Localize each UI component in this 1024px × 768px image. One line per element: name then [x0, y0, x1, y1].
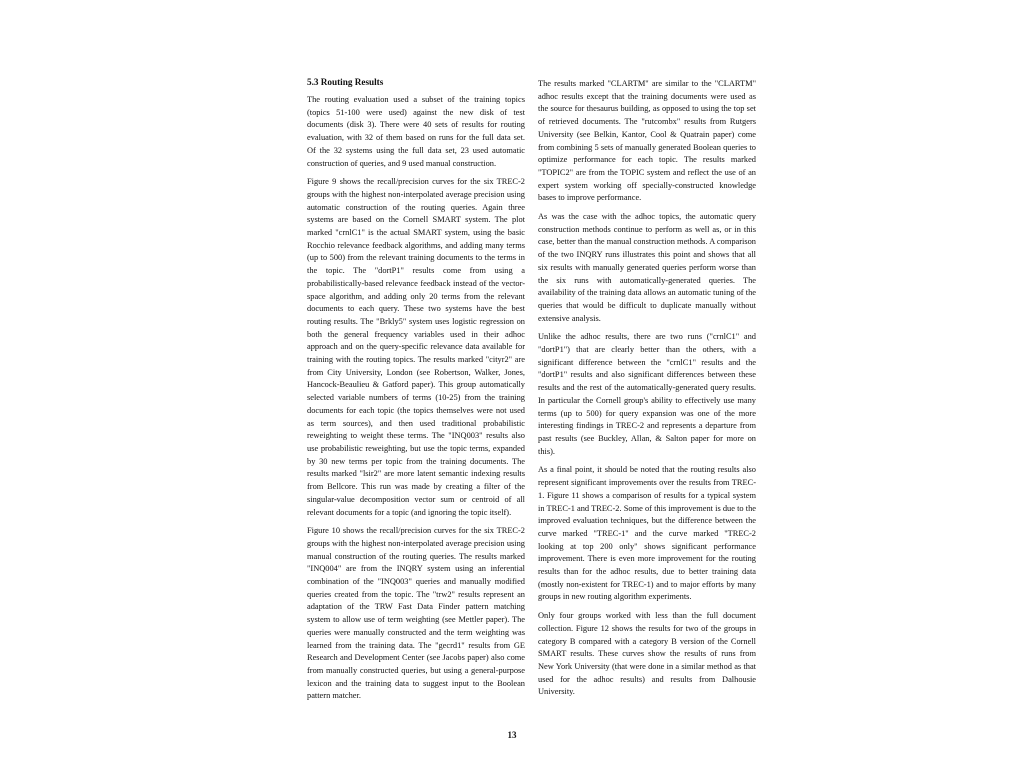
paragraph-clartm: The results marked "CLARTM" are similar to the "CLARTM" adhoc results except that the training documents were used as the source for thesaurus building, as opposed to using the top set of retrieved documents. The "rutcombx" results from Rutgers University (see Belkin, Kantor, Cool & Quatrain paper) come from combining 5 sets of manually generated Boolean queries to optimize performance for each topic. The results marked "TOPIC2" are from the TOPIC system and reflect the use of an expert system working off specially-constructed knowledge bases to improve performance.: [538, 79, 756, 203]
page-number: 13: [507, 730, 517, 740]
paragraph-unlike-adhoc: Unlike the adhoc results, there are two runs ("crnlC1" and "dortP1") that are clearly better than the others, with a significant difference between the "crnlC1" results and the "dortP1" results and also significant differences between these results and the rest of the automatically-generated query results. In particular the Cornell group's ability to effectively use many terms (up to 500) for query expansion was one of the more interesting findings in TREC-2 and represents a departure from past results (see Buckley, Allan, & Salton paper for more on this).: [538, 332, 756, 456]
paragraph-routing-evaluation: The routing evaluation used a subset of the training topics (topics 51-100 were used) against the new disk of test documents (disk 3). There were 40 sets of results for routing evaluation, with 32 of them based on runs for the full data set. Of the 32 systems using the full data set, 23 used automatic construction of queries, and 9 used manual construction.: [307, 95, 525, 168]
section-heading: 5.3 Routing Results: [307, 77, 384, 87]
right-column: [538, 78, 756, 705]
paragraph-automatic-vs-manual: As was the case with the adhoc topics, the automatic query construction methods continue to perform as well as, or in this case, better than the manual construction methods. A comparison of the two INQRY runs illustrates this point and shows that all six results with manually generated queries perform worse than the six runs with automatically-generated queries. The availability of the training data allows an automatic tuning of the queries that would be difficult to duplicate manually without extensive analysis.: [538, 212, 756, 323]
paragraph-figure-9: Figure 9 shows the recall/precision curves for the six TREC-2 groups with the highest non-interpolated average precision using automatic construction of the routing queries. Again three systems are based on the Cornell SMART system. The plot marked "crnlC1" is the actual SMART system, using the basic Rocchio relevance feedback algorithms, and adding many terms (up to 500) from the relevant training documents to the terms in the topic. The "dortP1" results come from using a probabilistically-based relevance feedback instead of the vector-space algorithm, and adding only 20 terms from the relevant documents to each query. These two systems have the best routing results. The "Brkly5" system uses logistic regression on both the general frequency variables used in their adhoc approach and on the query-specific relevance data available for training with the routing topics. The results marked "cityr2" are from City University, London (see Robertson, Walker, Jones, Hancock-Beaulieu & Gatford paper). This group automatically selected variable numbers of terms (10-25) from the training documents for each topic (the topics themselves were not used as term sources), and then used traditional probabilistic reweighting to weight these terms. The "INQ003" results also use probabilistic reweighting, but use the topic terms, expanded by 30 new terms per topic from the training documents. The results marked "lsir2" are more latent semantic indexing results from Bellcore. This run was made by creating a filter of the singular-value decomposition vector sum or centroid of all relevant documents for a topic (and ignoring the topic itself).: [307, 177, 525, 517]
left-column: [307, 76, 525, 709]
paragraph-final-point: As a final point, it should be noted that the routing results also represent significant improvements over the results from TREC-1. Figure 11 shows a comparison of results for a typical system in TREC-1 and TREC-2. Some of this improvement is due to the improved evaluation techniques, but the difference between the curve marked "TREC-1" and the curve marked "TREC-2 looking at top 200 only" shows significant performance improvement. There is even more improvement for the routing results than for the adhoc results, due to better training data (mostly non-existent for TREC-1) and to major efforts by many groups in new routing algorithm experiments.: [538, 465, 756, 602]
paragraph-four-groups: Only four groups worked with less than the full document collection. Figure 12 shows the results for two of the groups in category B compared with a category B version of the Cornell SMART results. These curves show the results of runs from New York University (that were done in a similar method as that used for the adhoc results) and results from Dalhousie University.: [538, 611, 756, 697]
paragraph-figure-10: Figure 10 shows the recall/precision curves for the six TREC-2 groups with the highest non-interpolated average precision using manual construction of the routing queries. The results marked "INQ004" are from the INQRY system using an inferential combination of the "INQ003" queries and manually modified queries created from the topic. The "trw2" results represent an adaptation of the TRW Fast Data Finder pattern matching system to allow use of term weighting (see Mettler paper). The queries were manually constructed and the term weighting was learned from the training data. The "gecrd1" results from GE Research and Development Center (see Jacobs paper) also come from manually constructed queries, but using a general-purpose lexicon and the training data to suggest input to the Boolean pattern matcher.: [307, 526, 525, 701]
